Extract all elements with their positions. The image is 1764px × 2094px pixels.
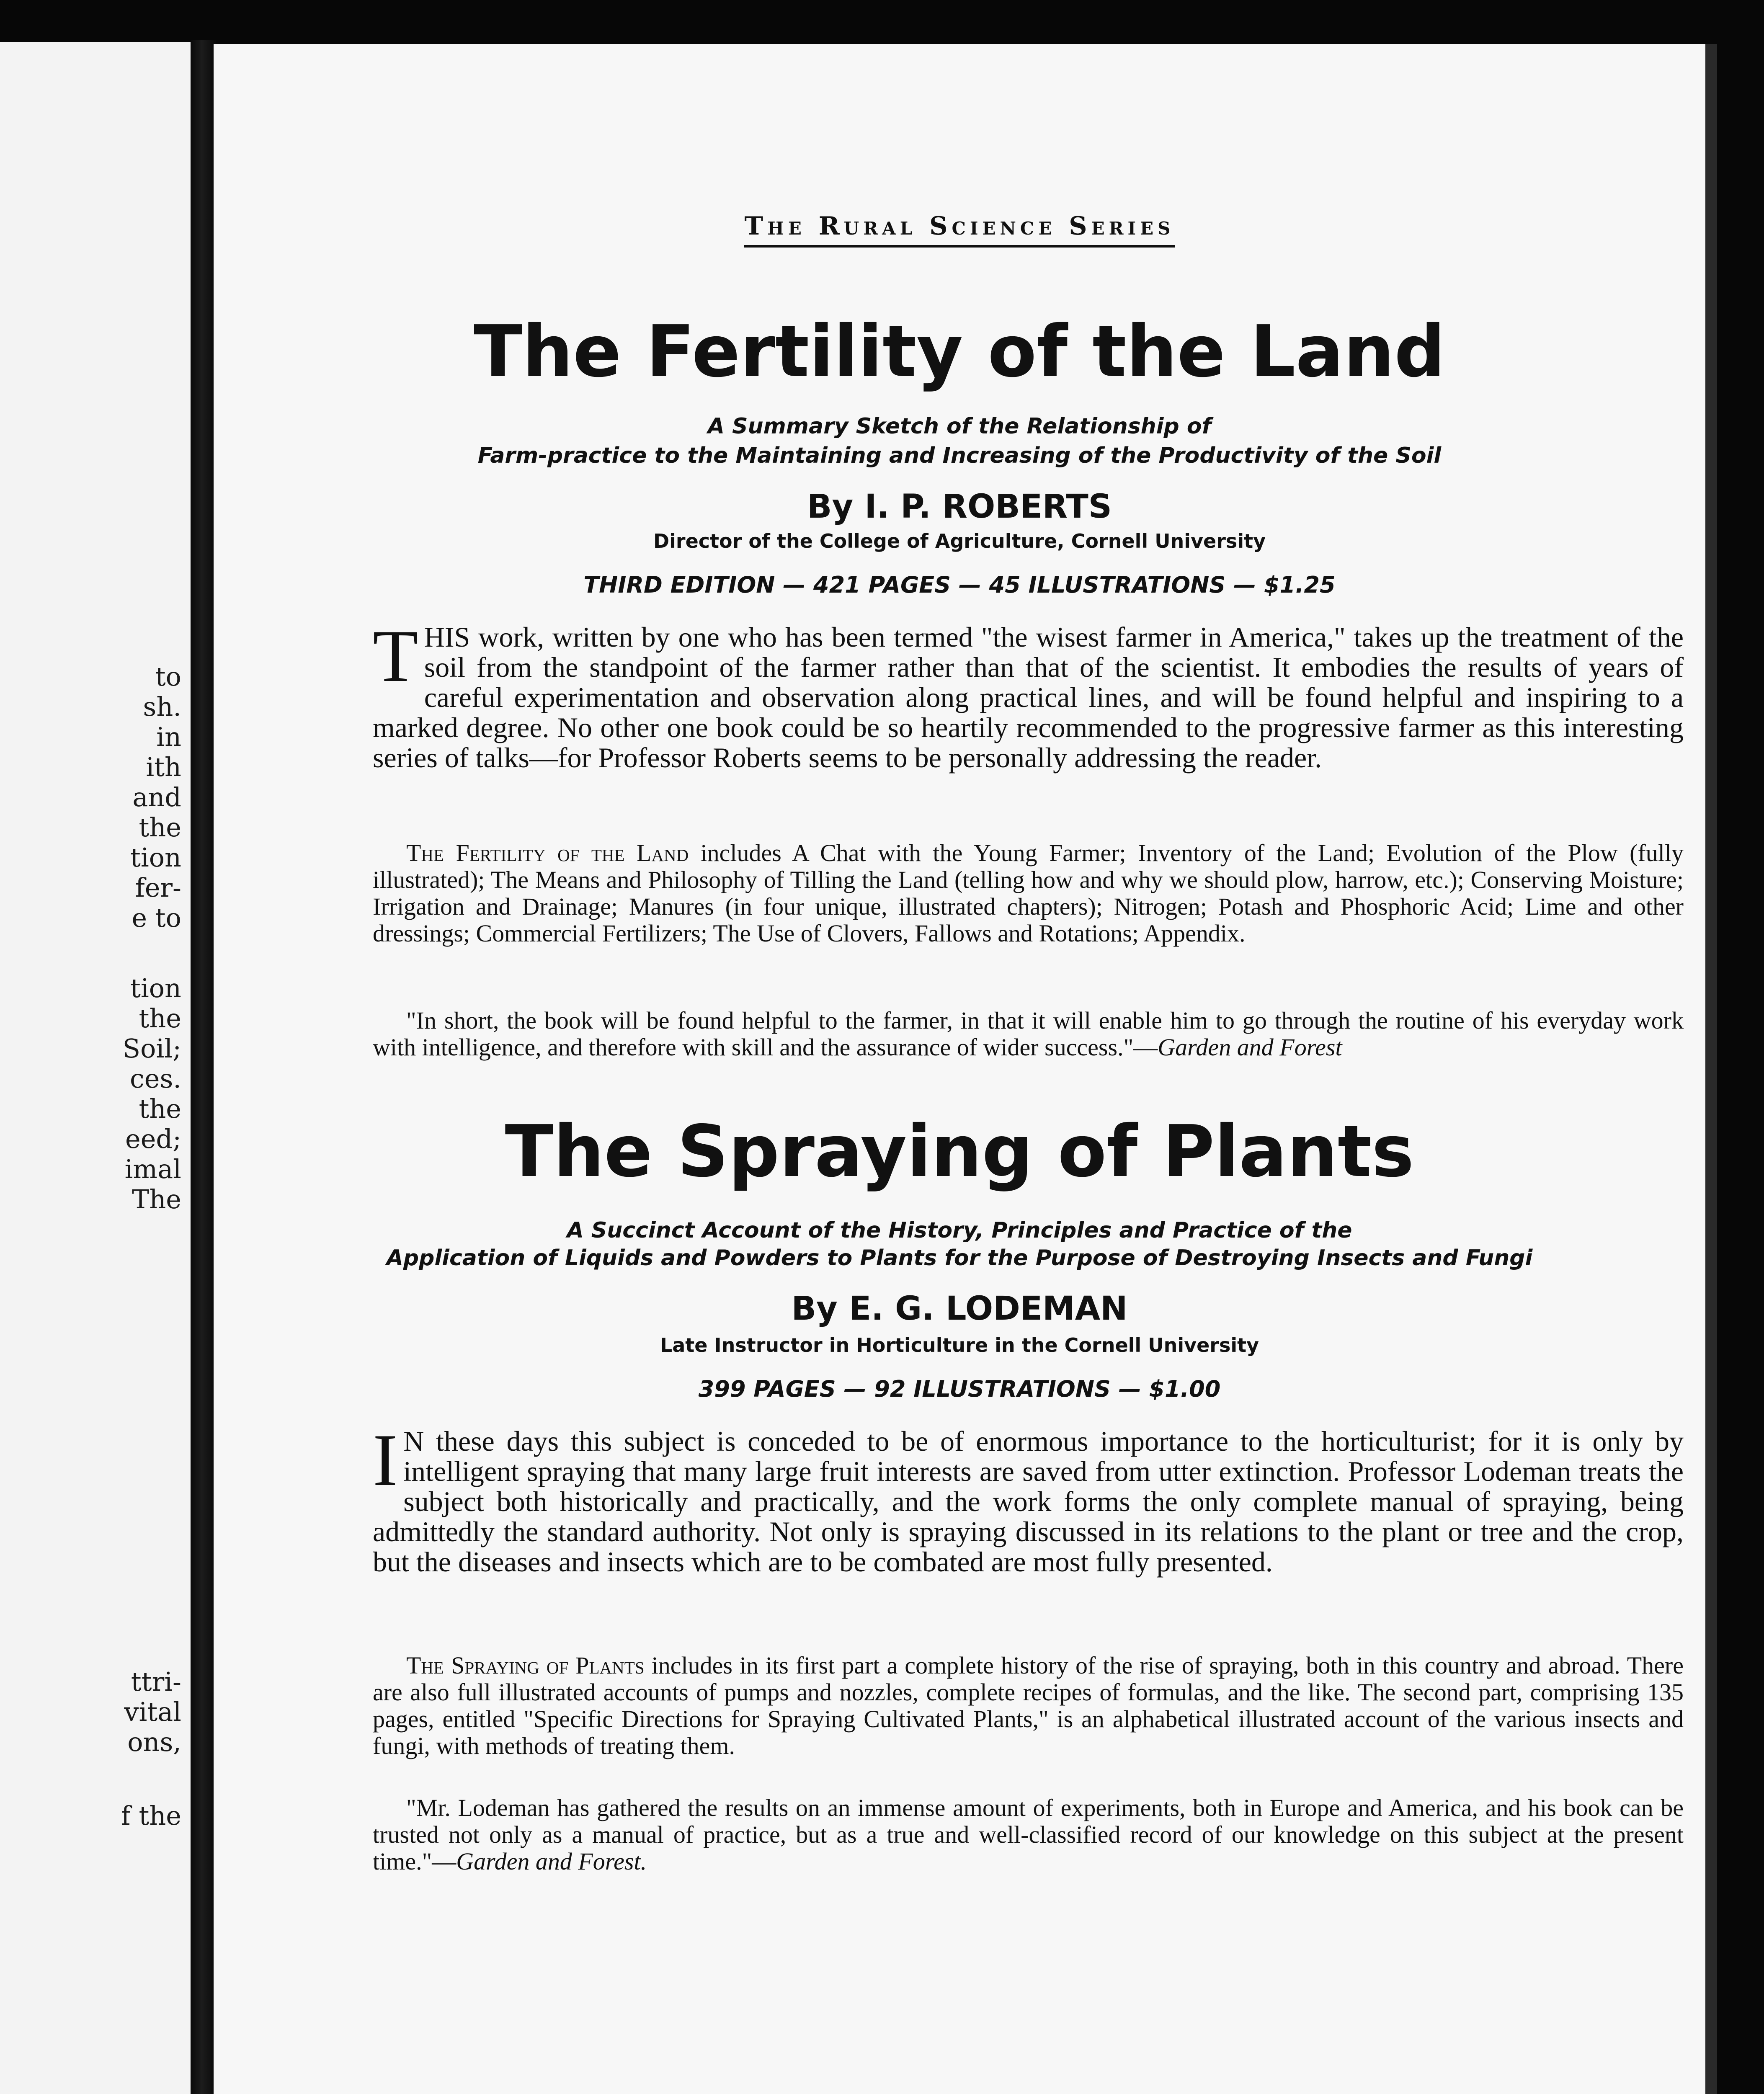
- book1-affiliation: Director of the College of Agriculture, Cornell University: [653, 530, 1266, 552]
- left-page-text-fragment: the: [139, 1003, 181, 1034]
- book2-subtitle-line1: A Succinct Account of the History, Principles and Practice of the: [567, 1218, 1352, 1243]
- book2-drop-cap: I: [373, 1418, 398, 1501]
- book2-description-text: N these days this subject is conceded to be of enormous importance to the horticulturist; for it is only by intelligent spraying that many large fruit interests are saved from utter extinction. Professor Lodeman treats the subject both historically and practically, and the work forms the only complete manual of spraying, being admittedly the standard authority. Not only is spraying discussed in its relations to the plant or tree and the crop, but the diseases and insects which are to be combated are most fully presented.: [373, 1425, 1684, 1578]
- book2-description: [373, 1418, 1684, 1578]
- book-gutter: [191, 40, 216, 2094]
- book2-author: By E. G. LODEMAN: [791, 1290, 1128, 1328]
- book2-affiliation: Late Instructor in Horticulture in the Cornell University: [660, 1334, 1259, 1356]
- series-heading: [214, 211, 1705, 241]
- left-page-text-fragment: ons,: [127, 1727, 181, 1757]
- left-page-text-fragment: tion: [130, 973, 181, 1003]
- left-page-text-fragment: imal: [124, 1154, 181, 1184]
- book2-quote-text: "Mr. Lodeman has gathered the results on an immense amount of experiments, both in Europe and America, and his book can be trusted not only as a manual of practice, but as a true and well-classified record of our knowledge on this subject at the present time."—: [373, 1794, 1684, 1875]
- left-page-text-fragment: ces.: [130, 1063, 181, 1094]
- book1-subtitle-line2: Farm-practice to the Maintaining and Increasing of the Productivity of the Soil: [477, 443, 1442, 468]
- book1-quote-text: "In short, the book will be found helpful to the farmer, in that it will enable him to go through the routine of his everyday work with intelligence, and therefore with skill and the assurance of wider success."—: [373, 1007, 1684, 1061]
- book1-contents-title: The Fertility of the Land: [406, 839, 689, 866]
- book1-drop-cap: T: [373, 614, 418, 697]
- left-page-text-fragment: ith: [146, 752, 181, 782]
- book1-quote-source: Garden and Forest: [1158, 1034, 1342, 1061]
- book1-author: By I. P. ROBERTS: [807, 488, 1112, 526]
- book1-description: [373, 614, 1684, 774]
- left-page-text-fragment: the: [139, 1093, 181, 1124]
- left-page-text-fragment: Soil;: [122, 1033, 181, 1064]
- left-facing-page: [0, 42, 191, 2094]
- left-page-text-fragment: ttri-: [131, 1666, 181, 1697]
- left-page-text-fragment: e to: [132, 903, 181, 933]
- book2-review-quote: [373, 1795, 1684, 1875]
- left-page-text-fragment: sh.: [143, 691, 181, 722]
- left-page-text-fragment: eed;: [125, 1124, 181, 1154]
- book1-contents: [373, 840, 1684, 947]
- book1-edition-info: THIRD EDITION — 421 PAGES — 45 ILLUSTRATIONS — $1.25: [583, 572, 1336, 598]
- book1-subtitle-line1: A Summary Sketch of the Relationship of: [707, 414, 1212, 439]
- book-page: [214, 44, 1717, 2094]
- left-page-text-fragment: vital: [124, 1697, 181, 1727]
- book2-contents-text: includes in its first part a complete history of the rise of spraying, both in this country and abroad. There are also full illustrated accounts of pumps and nozzles, complete recipes of formulas, and the like. The second part, comprising 135 pages, entitled "Specific Directions for Spraying Cultivated Plants," is an alphabetical illustrated account of the various insects and fungi, with methods of treating them.: [373, 1652, 1684, 1759]
- left-page-text-fragment: tion: [130, 842, 181, 873]
- book2-subtitle-line2: Application of Liquids and Powders to Plants for the Purpose of Destroying Insects and Fungi: [386, 1246, 1533, 1271]
- book1-description-text: HIS work, written by one who has been termed "the wisest farmer in America," takes up the treatment of the soil from the standpoint of the farmer rather than that of the scientist. It embodies the results of years of careful experimentation and observation along practical lines, and will be found helpful and inspiring to a marked degree. No other one book could be so heartily recommended to the progressive farmer as this interesting series of talks—for Professor Roberts seems to be personally addressing the reader.: [373, 621, 1684, 774]
- left-page-text-fragment: in: [156, 722, 181, 752]
- book1-contents-text: includes A Chat with the Young Farmer; Inventory of the Land; Evolution of the Plow (fully illustrated); The Means and Philosophy of Tilling the Land (telling how and why we should plow, harrow, etc.); Conserving Moisture; Irrigation and Drainage; Manures (in four unique, illustrated chapters); Nitrogen; Potash and Phosphoric Acid; Lime and other dressings; Commercial Fertilizers; The Use of Clovers, Fallows and Rotations; Appendix.: [373, 839, 1684, 947]
- book2-edition-info: 399 PAGES — 92 ILLUSTRATIONS — $1.00: [698, 1376, 1221, 1402]
- left-page-text-fragment: and: [132, 782, 181, 812]
- left-page-text-fragment: to: [155, 661, 181, 692]
- book2-contents: [373, 1652, 1684, 1759]
- book2-quote-source: Garden and Forest.: [456, 1848, 647, 1875]
- left-page-text-fragment: f the: [121, 1800, 181, 1831]
- book1-title: The Fertility of the Land: [474, 310, 1445, 393]
- left-page-text-fragment: The: [132, 1184, 181, 1215]
- series-heading-text: The Rural Science Series: [744, 211, 1174, 248]
- left-page-text-fragment: fer-: [135, 872, 181, 903]
- book1-review-quote: [373, 1007, 1684, 1061]
- left-page-text-fragment: the: [139, 812, 181, 843]
- book2-title: The Spraying of Plants: [505, 1110, 1414, 1193]
- book2-contents-title: The Spraying of Plants: [406, 1652, 645, 1679]
